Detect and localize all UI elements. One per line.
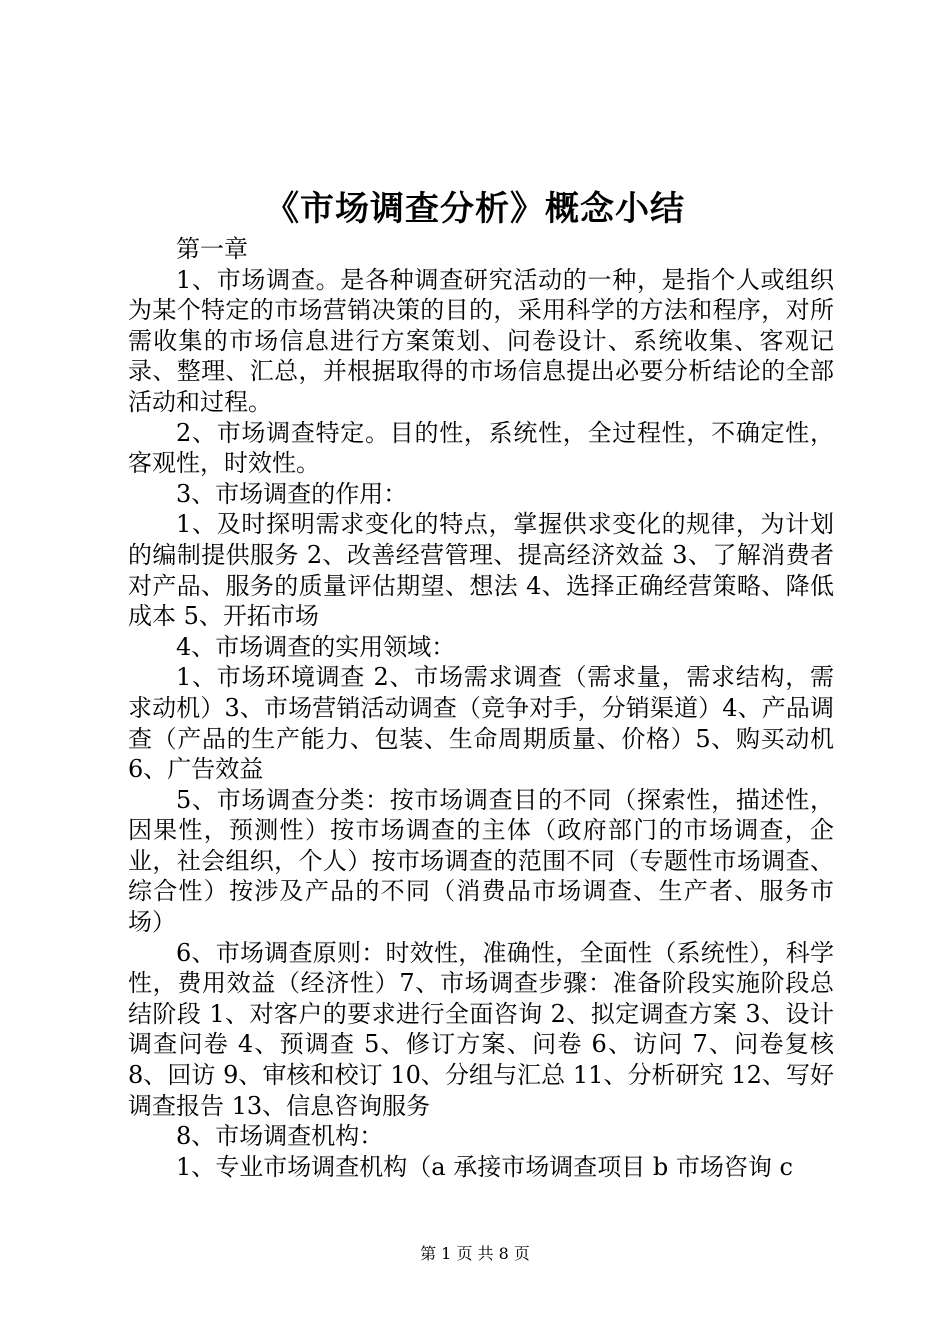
- paragraph-characteristics: 2、市场调查特定。目的性，系统性，全过程性，不确定性，客观性，时效性。: [128, 418, 834, 478]
- paragraph-institutions-list: 1、专业市场调查机构（a 承接市场调查项目 b 市场咨询 c: [176, 1152, 793, 1181]
- chapter-heading: 第一章: [176, 235, 248, 263]
- paragraph-role-list: 1、及时探明需求变化的特点，掌握供求变化的规律，为计划的编制提供服务 2、改善经营管理、提高经济效益 3、了解消费者对产品、服务的质量评估期望、想法 4、选择正确经营策略、降低成本 5、开拓市场: [128, 510, 834, 631]
- document-body: [128, 234, 834, 1182]
- page-footer: 第 1 页 共 8 页: [420, 1244, 530, 1263]
- paragraph-classification: 5、市场调查分类：按市场调查目的不同（探索性，描述性，因果性，预测性）按市场调查的主体（政府部门的市场调查，企业，社会组织，个人）按市场调查的范围不同（专题性市场调查、综合性）按涉及产品的不同（消费品市场调查、生产者、服务市场）: [128, 785, 834, 937]
- paragraph-fields-list: 1、市场环境调查 2、市场需求调查（需求量，需求结构，需求动机）3、市场营销活动调查（竞争对手，分销渠道）4、产品调查（产品的生产能力、包装、生命周期质量、价格）5、购买动机 6、广告效益: [128, 663, 834, 784]
- document-title: 《市场调查分析》概念小结: [265, 189, 685, 229]
- paragraph-principles-steps: 6、市场调查原则：时效性，准确性，全面性（系统性），科学性，费用效益（经济性）7、市场调查步骤：准备阶段实施阶段总结阶段 1、对客户的要求进行全面咨询 2、拟定调查方案 3、设计调查问卷 4、预调查 5、修订方案、问卷 6、访问 7、问卷复核 8、回访 9、审核和校订 10、分组与汇总 11、分析研究 12、写好调查报告 13、信息咨询服务: [128, 938, 834, 1120]
- paragraph-definition: 1、市场调查。是各种调查研究活动的一种，是指个人或组织为某个特定的市场营销决策的目的，采用科学的方法和程序，对所需收集的市场信息进行方案策划、问卷设计、系统收集、客观记录、整理、汇总，并根据取得的市场信息提出必要分析结论的全部活动和过程。: [128, 265, 834, 416]
- paragraph-fields-heading: 4、市场调查的实用领域：: [176, 632, 456, 661]
- paragraph-role-heading: 3、市场调查的作用：: [176, 479, 408, 508]
- paragraph-institutions-heading: 8、市场调查机构：: [176, 1122, 384, 1151]
